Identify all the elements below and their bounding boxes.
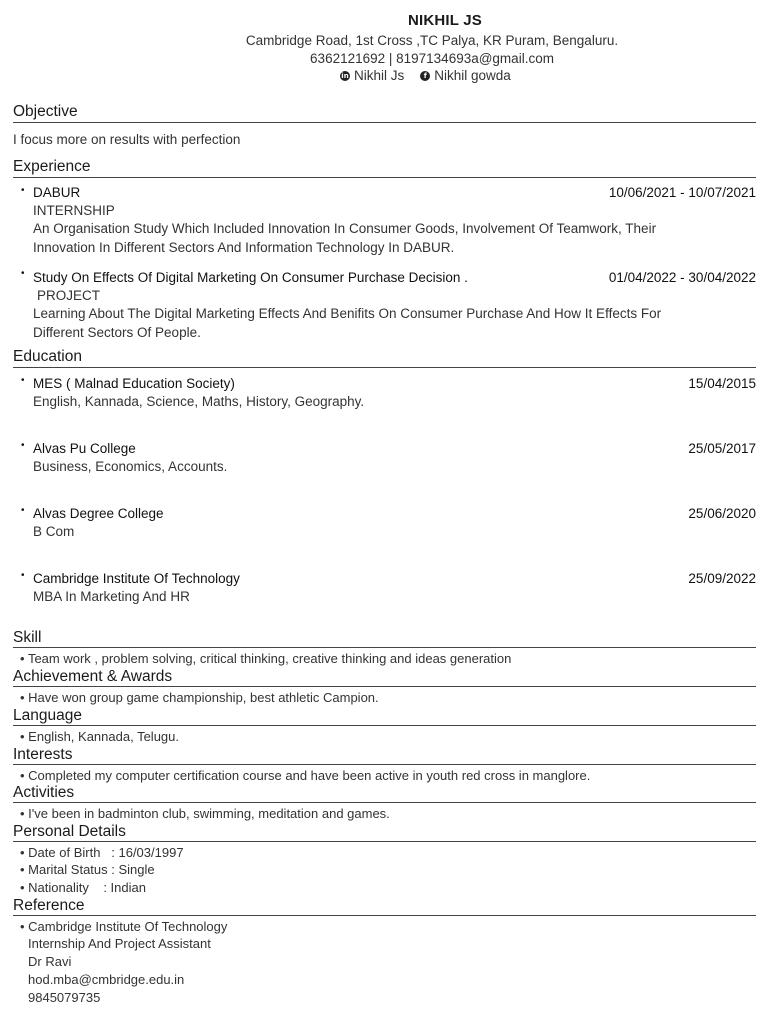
personal-detail-item: • Marital Status : Single — [20, 862, 155, 877]
reference-item: • Cambridge Institute Of Technology — [20, 919, 228, 934]
section-divider — [13, 122, 756, 123]
education-date: 25/09/2022 — [688, 571, 756, 586]
objective-heading: Objective — [13, 103, 78, 120]
reference-name: Dr Ravi — [28, 954, 72, 969]
education-date: 25/05/2017 — [688, 441, 756, 456]
section-divider — [13, 367, 756, 368]
personal-detail-item: • Date of Birth : 16/03/1997 — [20, 845, 184, 860]
experience-title: Study On Effects Of Digital Marketing On Consumer Purchase Decision . — [33, 270, 468, 285]
objective-text: I focus more on results with perfection — [13, 132, 241, 147]
bullet: • — [21, 185, 25, 196]
bullet: • — [21, 440, 25, 451]
experience-role: INTERNSHIP — [33, 203, 115, 218]
section-divider — [13, 841, 756, 842]
bullet: • — [21, 268, 25, 279]
skill-text: Team work , problem solving, critical thinking, creative thinking and ideas generation — [27, 651, 512, 666]
personal-detail-item: • Nationality : Indian — [20, 880, 146, 895]
experience-desc: Different Sectors Of People. — [33, 325, 201, 340]
personal-details-heading: Personal Details — [13, 823, 126, 840]
experience-role: PROJECT — [37, 288, 101, 303]
skill-heading: Skill — [13, 629, 42, 646]
interests-heading: Interests — [13, 746, 73, 763]
language-heading: Language — [13, 707, 82, 724]
education-institution: Alvas Degree College — [33, 506, 164, 521]
education-heading: Education — [13, 348, 82, 365]
candidate-name: NIKHIL JS — [407, 12, 483, 29]
education-desc: Business, Economics, Accounts. — [33, 459, 228, 474]
linkedin-link[interactable]: Nikhil Js — [354, 68, 405, 83]
experience-heading: Experience — [13, 158, 91, 175]
activities-heading: Activities — [13, 784, 75, 801]
reference-role: Internship And Project Assistant — [28, 936, 211, 951]
bullet: • — [21, 375, 25, 386]
education-institution: MES ( Malnad Education Society) — [33, 376, 235, 391]
reference-heading: Reference — [13, 897, 85, 914]
experience-desc: Learning About The Digital Marketing Effects And Benifits On Consumer Purchase And How It Effects For — [33, 306, 662, 321]
section-divider — [13, 177, 756, 178]
section-divider — [13, 764, 756, 765]
facebook-icon: f — [420, 71, 430, 81]
date-of-birth: Date of Birth : 16/03/1997 — [28, 845, 184, 860]
social-links — [340, 68, 511, 83]
education-date: 25/06/2020 — [688, 506, 756, 521]
marital-status: Marital Status : Single — [28, 862, 155, 877]
experience-date: 01/04/2022 - 30/04/2022 — [608, 270, 756, 285]
language-item: • English, Kannada, Telugu. — [20, 729, 179, 744]
awards-heading: Achievement & Awards — [13, 668, 173, 685]
education-institution: Alvas Pu College — [33, 441, 136, 456]
reference-email[interactable]: hod.mba@cmbridge.edu.in — [28, 972, 185, 987]
education-institution: Cambridge Institute Of Technology — [33, 571, 240, 586]
education-date: 15/04/2015 — [688, 376, 756, 391]
section-divider — [13, 802, 756, 803]
reference-institution: Cambridge Institute Of Technology — [28, 919, 228, 934]
education-desc: B Com — [33, 524, 75, 539]
address: Cambridge Road, 1st Cross ,TC Palya, KR Puram, Bengaluru. — [245, 33, 619, 48]
education-desc: English, Kannada, Science, Maths, History, Geography. — [33, 394, 365, 409]
interests-item: • Completed my computer certification course and have been active in youth red cross in manglore. — [20, 768, 591, 783]
bullet: • — [21, 570, 25, 581]
section-divider — [13, 725, 756, 726]
activities-item: • I've been in badminton club, swimming, meditation and games. — [20, 806, 390, 821]
experience-title: DABUR — [33, 185, 81, 200]
experience-desc: An Organisation Study Which Included Innovation In Consumer Goods, Involvement Of Teamwork, Their — [33, 221, 657, 236]
interests-text: Completed my computer certification course and have been active in youth red cross in manglore. — [28, 768, 591, 783]
nationality: Nationality : Indian — [28, 880, 146, 895]
skill-item: • Team work , problem solving, critical thinking, creative thinking and ideas generation — [20, 651, 512, 666]
linkedin-icon: in — [341, 71, 349, 80]
reference-phone: 9845079735 — [28, 990, 101, 1005]
contact-info: 6362121692 | 8197134693a@gmail.com — [310, 51, 554, 66]
awards-item: • Have won group game championship, best athletic Campion. — [20, 690, 379, 705]
education-desc: MBA In Marketing And HR — [33, 589, 190, 604]
facebook-link[interactable]: Nikhil gowda — [434, 68, 511, 83]
experience-desc: Innovation In Different Sectors And Information Technology In DABUR. — [33, 240, 455, 255]
language-text: English, Kannada, Telugu. — [28, 729, 179, 744]
bullet: • — [21, 505, 25, 516]
section-divider — [13, 647, 756, 648]
awards-text: Have won group game championship, best athletic Campion. — [28, 690, 379, 705]
section-divider — [13, 915, 756, 916]
experience-date: 10/06/2021 - 10/07/2021 — [608, 185, 756, 200]
activities-text: I've been in badminton club, swimming, meditation and games. — [28, 806, 390, 821]
section-divider — [13, 686, 756, 687]
